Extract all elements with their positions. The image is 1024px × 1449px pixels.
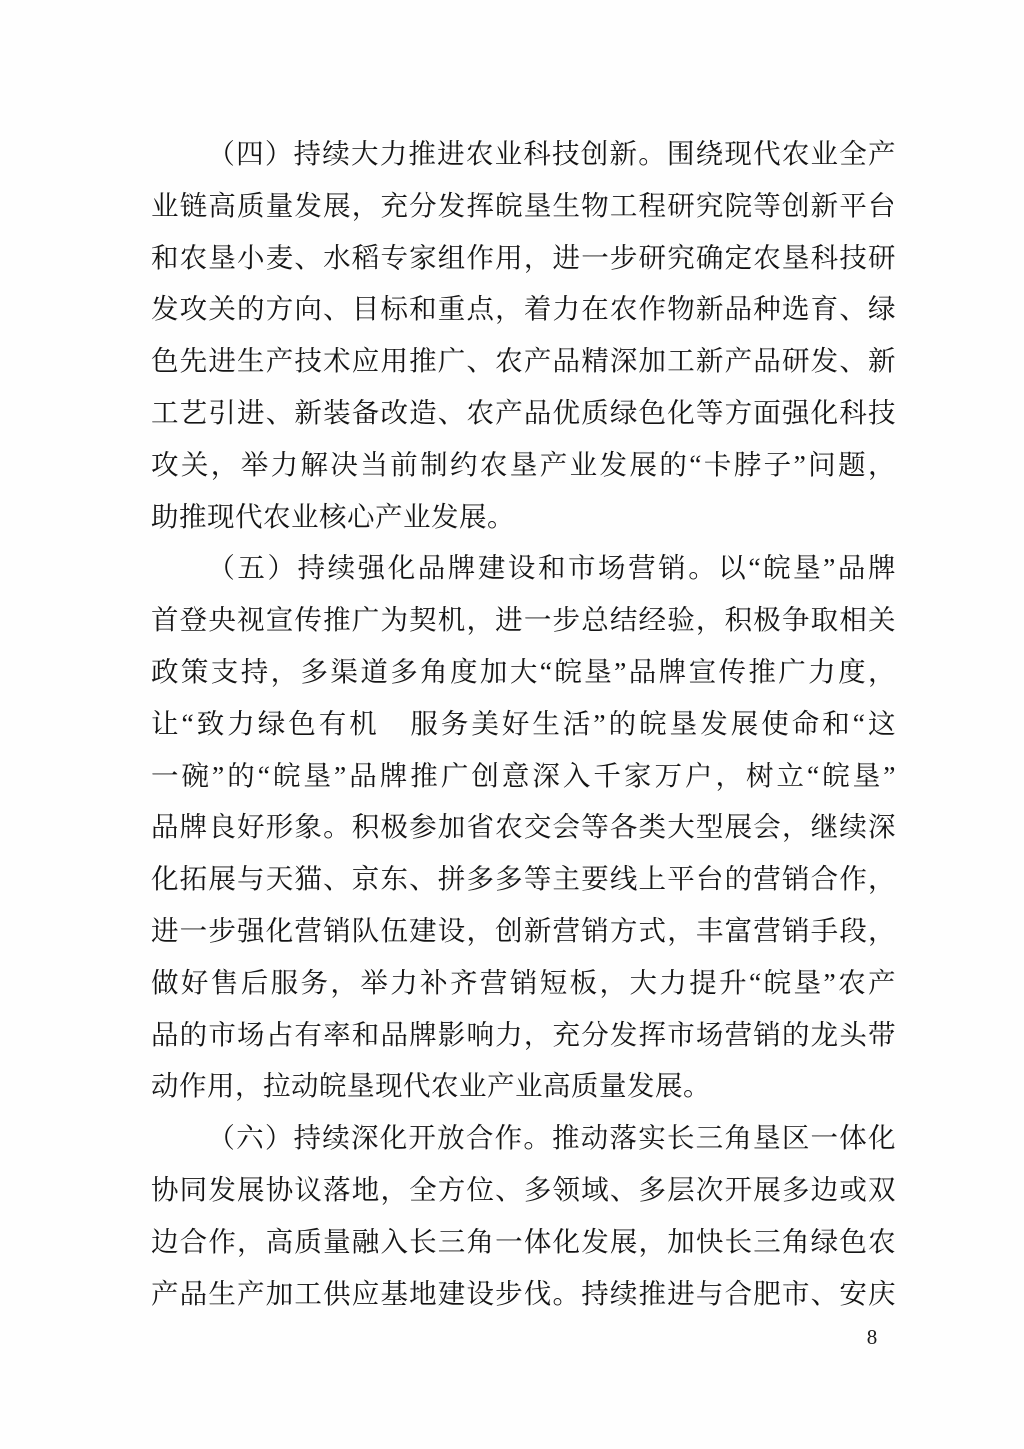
text-line: 做好售后服务，举力补齐营销短板，大力提升“皖垦”农产 <box>151 966 896 998</box>
text-line: 业链高质量发展，充分发挥皖垦生物工程研究院等创新平台 <box>151 189 896 221</box>
text-line: 让“致力绿色有机 服务美好生活”的皖垦发展使命和“这 <box>151 707 896 739</box>
text-line: 发攻关的方向、目标和重点，着力在农作物新品种选育、绿 <box>151 293 896 325</box>
paragraph-2 <box>151 542 896 1112</box>
paragraph-3 <box>151 1112 896 1319</box>
text-line: 攻关，举力解决当前制约农垦产业发展的“卡脖子”问题， <box>151 448 896 480</box>
text-line: 和农垦小麦、水稻专家组作用，进一步研究确定农垦科技研 <box>151 241 896 273</box>
text-line: （五）持续强化品牌建设和市场营销。以“皖垦”品牌 <box>207 552 896 584</box>
text-line: （六）持续深化开放合作。推动落实长三角垦区一体化 <box>207 1122 896 1154</box>
text-line: 产品生产加工供应基地建设步伐。持续推进与合肥市、安庆 <box>151 1277 896 1309</box>
text-line: 品的市场占有率和品牌影响力，充分发挥市场营销的龙头带 <box>151 1018 896 1050</box>
text-line: 边合作，高质量融入长三角一体化发展，加快长三角绿色农 <box>151 1225 896 1257</box>
text-line: 首登央视宣传推广为契机，进一步总结经验，积极争取相关 <box>151 604 896 636</box>
text-line: 化拓展与天猫、京东、拼多多等主要线上平台的营销合作， <box>151 863 896 895</box>
text-line: （四）持续大力推进农业科技创新。围绕现代农业全产 <box>207 138 896 169</box>
page-number: 8 <box>866 1325 878 1349</box>
text-line: 进一步强化营销队伍建设，创新营销方式，丰富营销手段， <box>151 914 896 946</box>
text-line: 一碗”的“皖垦”品牌推广创意深入千家万户，树立“皖垦” <box>151 759 896 791</box>
text-line: 助推现代农业核心产业发展。 <box>151 500 515 532</box>
text-line: 政策支持，多渠道多角度加大“皖垦”品牌宣传推广力度， <box>151 655 896 687</box>
text-line: 品牌良好形象。积极参加省农交会等各类大型展会，继续深 <box>151 811 896 843</box>
text-line: 动作用，拉动皖垦现代农业产业高质量发展。 <box>151 1070 711 1102</box>
text-block <box>151 128 896 1319</box>
paragraph-1 <box>151 128 896 542</box>
text-line: 色先进生产技术应用推广、农产品精深加工新产品研发、新 <box>151 345 896 377</box>
text-line: 工艺引进、新装备改造、农产品优质绿色化等方面强化科技 <box>151 396 896 428</box>
text-line: 协同发展协议落地，全方位、多领域、多层次开展多边或双 <box>151 1173 896 1205</box>
